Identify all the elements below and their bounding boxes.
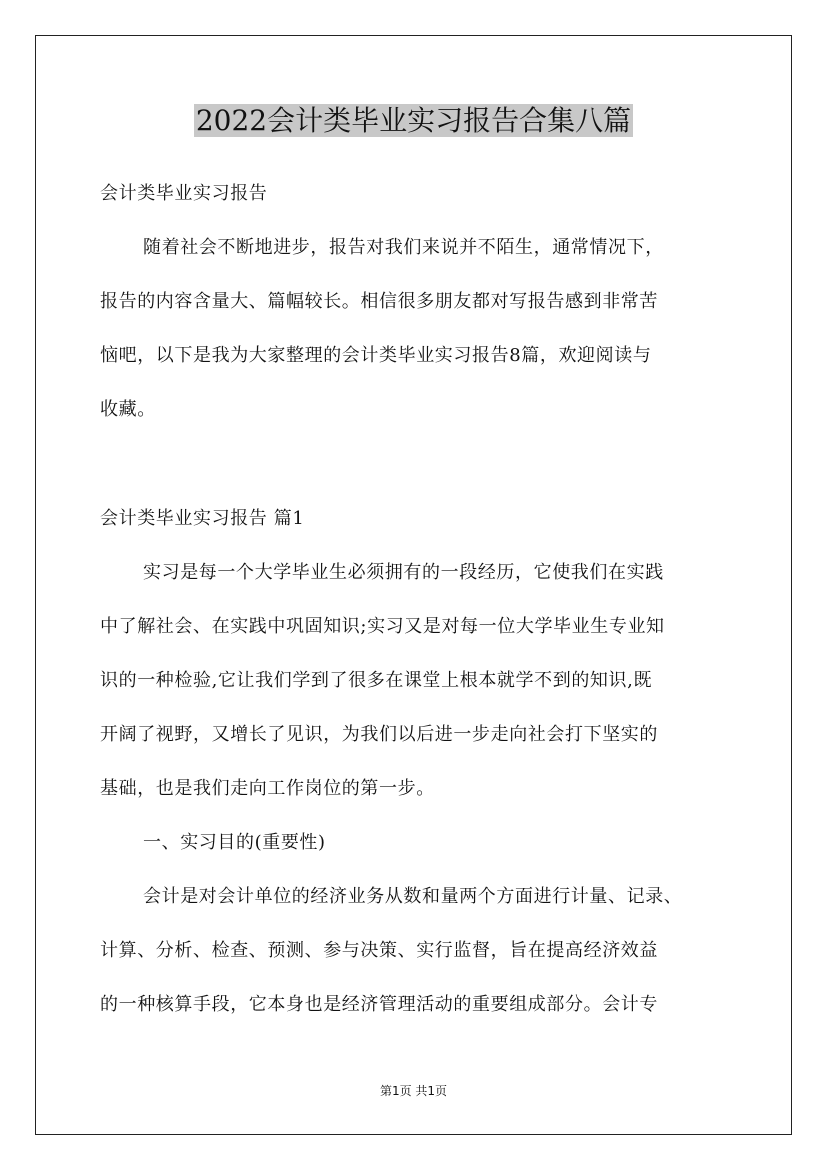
article-line-4: 开阔了视野，又增长了见识，为我们以后进一步走向社会打下坚实的 [100, 724, 658, 745]
purpose-line-3: 的一种核算手段，它本身也是经济管理活动的重要组成部分。会计专 [100, 994, 658, 1015]
article-line-3: 识的一种检验,它让我们学到了很多在课堂上根本就学不到的知识,既 [100, 670, 653, 691]
article-line-1: 实习是每一个大学毕业生必须拥有的一段经历，它使我们在实践 [143, 562, 664, 583]
page-footer: 第1页 共1页 [379, 1084, 448, 1098]
document-title-text: 2022会计类毕业实习报告合集八篇 [195, 104, 632, 137]
intro-line-2: 报告的内容含量大、篇幅较长。相信很多朋友都对写报告感到非常苦 [100, 291, 658, 312]
intro-line-1: 随着社会不断地进步，报告对我们来说并不陌生，通常情况下， [143, 237, 664, 258]
purpose-subheading: 一、实习目的(重要性) [143, 832, 326, 853]
article-line-5: 基础，也是我们走向工作岗位的第一步。 [100, 778, 435, 799]
purpose-line-1: 会计是对会计单位的经济业务从数和量两个方面进行计量、记录、 [143, 886, 683, 907]
section-heading: 会计类毕业实习报告 [100, 183, 268, 204]
purpose-line-2: 计算、分析、检查、预测、参与决策、实行监督，旨在提高经济效益 [100, 940, 658, 961]
intro-line-3: 恼吧，以下是我为大家整理的会计类毕业实习报告8篇，欢迎阅读与 [100, 345, 652, 366]
document-title [0, 100, 827, 142]
article-heading: 会计类毕业实习报告 篇1 [100, 508, 305, 529]
intro-line-4: 收藏。 [100, 399, 156, 420]
article-line-2: 中了解社会、在实践中巩固知识;实习又是对每一位大学毕业生专业知 [100, 616, 665, 637]
